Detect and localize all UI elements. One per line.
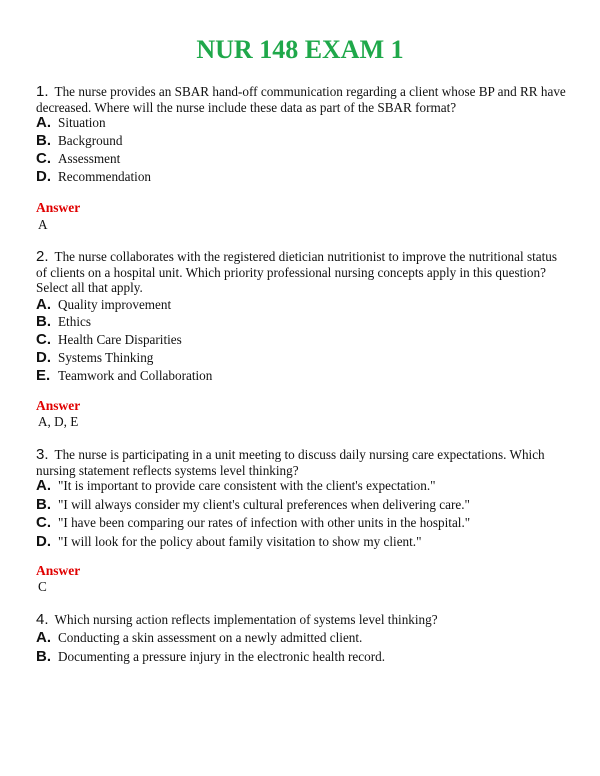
answer-value: A: [38, 217, 48, 232]
question-2: [36, 249, 566, 296]
answer-label: Answer: [36, 398, 81, 413]
question-number: 2.: [36, 248, 49, 265]
option-text: Situation: [58, 115, 106, 130]
option-text: "I have been comparing our rates of infection with other units in the hospital.": [58, 515, 471, 530]
option-letter: A.: [36, 114, 51, 131]
option-text: Systems Thinking: [58, 350, 154, 365]
option-letter: C.: [36, 514, 51, 531]
option-text: Documenting a pressure injury in the electronic health record.: [58, 649, 386, 664]
question-3-option-b: [36, 496, 576, 513]
question-2-option-a: [36, 296, 576, 313]
option-text: Background: [58, 133, 123, 148]
option-letter: C.: [36, 150, 51, 167]
question-1-option-b: [36, 132, 576, 149]
question-1: [36, 84, 566, 115]
question-4: [36, 612, 566, 628]
answer-label: Answer: [36, 200, 81, 215]
option-letter: A.: [36, 629, 51, 646]
question-4-option-b: [36, 648, 576, 665]
option-text: Assessment: [58, 151, 121, 166]
option-letter: A.: [36, 296, 51, 313]
option-text: "It is important to provide care consistent with the client's expectation.": [58, 478, 436, 493]
question-2-option-c: [36, 331, 576, 348]
option-letter: B.: [36, 648, 51, 665]
question-1-option-a: [36, 114, 576, 131]
option-text: Recommendation: [58, 169, 152, 184]
question-2-option-e: [36, 367, 576, 384]
option-letter: D.: [36, 168, 51, 185]
option-text: "I will always consider my client's cultural preferences when delivering care.": [58, 497, 470, 512]
option-letter: B.: [36, 496, 51, 513]
option-text: Conducting a skin assessment on a newly admitted client.: [58, 630, 363, 645]
option-text: Teamwork and Collaboration: [58, 368, 213, 383]
question-3-option-d: [36, 533, 576, 550]
option-text: Ethics: [58, 314, 91, 329]
question-2-option-b: [36, 313, 576, 330]
question-number: 1.: [36, 83, 49, 100]
question-number: 3.: [36, 446, 49, 463]
question-2-option-d: [36, 349, 576, 366]
question-3-option-a: [36, 477, 576, 494]
question-1-option-d: [36, 168, 576, 185]
option-letter: D.: [36, 533, 51, 550]
question-3-option-c: [36, 514, 576, 531]
question-text: The nurse provides an SBAR hand-off communication regarding a client whose BP and RR have decreased. Where will the nurse include these data as part of the SBAR format?: [36, 84, 566, 115]
option-letter: B.: [36, 132, 51, 149]
answer-value: C: [38, 579, 47, 594]
answer-value: A, D, E: [38, 414, 79, 429]
option-text: "I will look for the policy about family visitation to show my client.": [58, 534, 422, 549]
option-letter: C.: [36, 331, 51, 348]
option-letter: E.: [36, 367, 51, 384]
question-number: 4.: [36, 611, 49, 628]
question-3: [36, 447, 566, 478]
question-1-option-c: [36, 150, 576, 167]
question-text: The nurse is participating in a unit meeting to discuss daily nursing care expectations. Which nursing statement reflects systems level thinking?: [36, 447, 545, 478]
option-letter: B.: [36, 313, 51, 330]
option-letter: A.: [36, 477, 51, 494]
option-text: Health Care Disparities: [58, 332, 182, 347]
question-text: Which nursing action reflects implementation of systems level thinking?: [54, 612, 438, 627]
answer-label: Answer: [36, 563, 81, 578]
question-text: The nurse collaborates with the registered dietician nutritionist to improve the nutritional status of clients on a hospital unit. Which priority professional nursing concepts apply in this question? Select all that apply.: [36, 249, 557, 295]
question-4-option-a: [36, 629, 576, 646]
page-title: NUR 148 EXAM 1: [196, 35, 404, 64]
option-letter: D.: [36, 349, 51, 366]
option-text: Quality improvement: [58, 297, 172, 312]
